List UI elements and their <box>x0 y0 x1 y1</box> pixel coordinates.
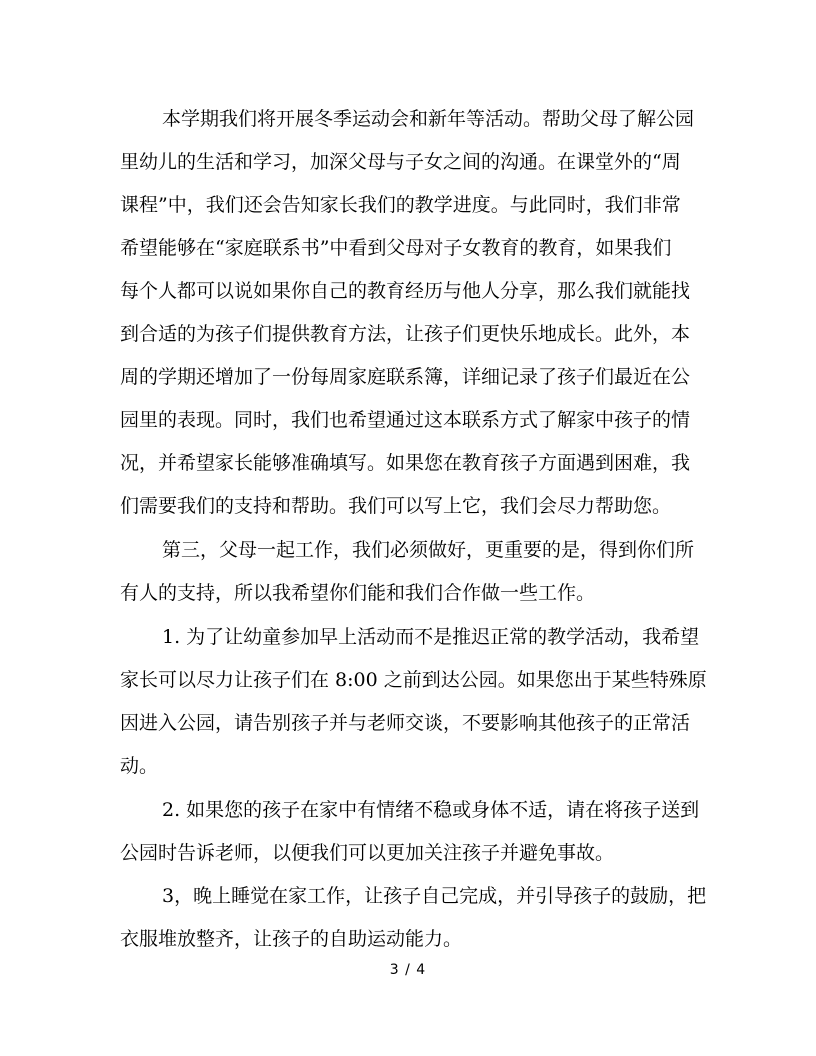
paragraph-4-line-1 <box>0 790 816 830</box>
text-line: 园里的表现。同时，我们也希望通过这本联系方式了解家中孩子的情 <box>120 409 691 431</box>
text-line: 公园时告诉老师，以便我们可以更加关注孩子并避免事故。 <box>120 842 615 864</box>
text-line: 因进入公园，请告别孩子并与老师交谈，不要影响其他孩子的正常活 <box>120 712 691 734</box>
text-line: 们需要我们的支持和帮助。我们可以写上它，我们会尽力帮助您。 <box>120 495 672 517</box>
paragraph-3-line-3 <box>0 703 816 743</box>
paragraph-4-line-2 <box>0 833 816 873</box>
paragraph-5-line-2 <box>0 919 816 959</box>
paragraph-1-line-7 <box>0 357 816 397</box>
paragraph-3-line-4 <box>0 746 816 786</box>
paragraph-1-line-6 <box>0 314 816 354</box>
paragraph-1-line-10 <box>0 486 816 526</box>
text-line: 第三，父母一起工作，我们必须做好，更重要的是，得到你们所 <box>162 539 695 561</box>
text-line: 1. 为了让幼童参加早上活动而不是推迟正常的教学活动，我希望 <box>162 626 700 648</box>
paragraph-2-line-1 <box>0 530 816 570</box>
page-number: 3 / 4 <box>389 962 427 978</box>
text-line: 希望能够在“家庭联系书”中看到父母对子女教育的教育，如果我们 <box>120 237 672 259</box>
text-line: 家长可以尽力让孩子们在 8:00 之前到达公园。如果您出于某些特殊原 <box>120 669 707 691</box>
text-line: 衣服堆放整齐，让孩子的自助运动能力。 <box>120 928 463 950</box>
text-line: 本学期我们将开展冬季运动会和新年等活动。帮助父母了解公园 <box>162 108 695 130</box>
paragraph-1-line-3 <box>0 185 816 225</box>
text-line: 到合适的为孩子们提供教育方法，让孩子们更快乐地成长。此外，本 <box>120 323 691 345</box>
text-line: 动。 <box>120 755 159 777</box>
paragraph-1-line-2 <box>0 142 816 182</box>
paragraph-5-line-1 <box>0 876 816 916</box>
paragraph-1-line-8 <box>0 400 816 440</box>
paragraph-1-line-1 <box>0 99 816 139</box>
paragraph-1-line-5 <box>0 271 816 311</box>
text-line: 周的学期还增加了一份每周家庭联系簿，详细记录了孩子们最近在公 <box>120 366 691 388</box>
text-line: 每个人都可以说如果你自己的教育经历与他人分享，那么我们就能找 <box>120 280 691 302</box>
text-line: 有人的支持，所以我希望你们能和我们合作做一些工作。 <box>120 582 596 604</box>
paragraph-3-line-1 <box>0 617 816 657</box>
text-line: 况，并希望家长能够准确填写。如果您在教育孩子方面遇到困难，我 <box>120 452 691 474</box>
paragraph-1-line-4 <box>0 228 816 268</box>
text-line: 课程”中，我们还会告知家长我们的教学进度。与此同时，我们非常 <box>120 194 681 216</box>
paragraph-3-line-2 <box>0 660 816 700</box>
text-line: 3，晚上睡觉在家工作，让孩子自己完成，并引导孩子的鼓励，把 <box>162 885 707 907</box>
text-line: 2. 如果您的孩子在家中有情绪不稳或身体不适，请在将孩子送到 <box>162 799 700 821</box>
paragraph-2-line-2 <box>0 573 816 613</box>
text-line: 里幼儿的生活和学习，加深父母与子女之间的沟通。在课堂外的“周 <box>120 151 681 173</box>
paragraph-1-line-9 <box>0 443 816 483</box>
